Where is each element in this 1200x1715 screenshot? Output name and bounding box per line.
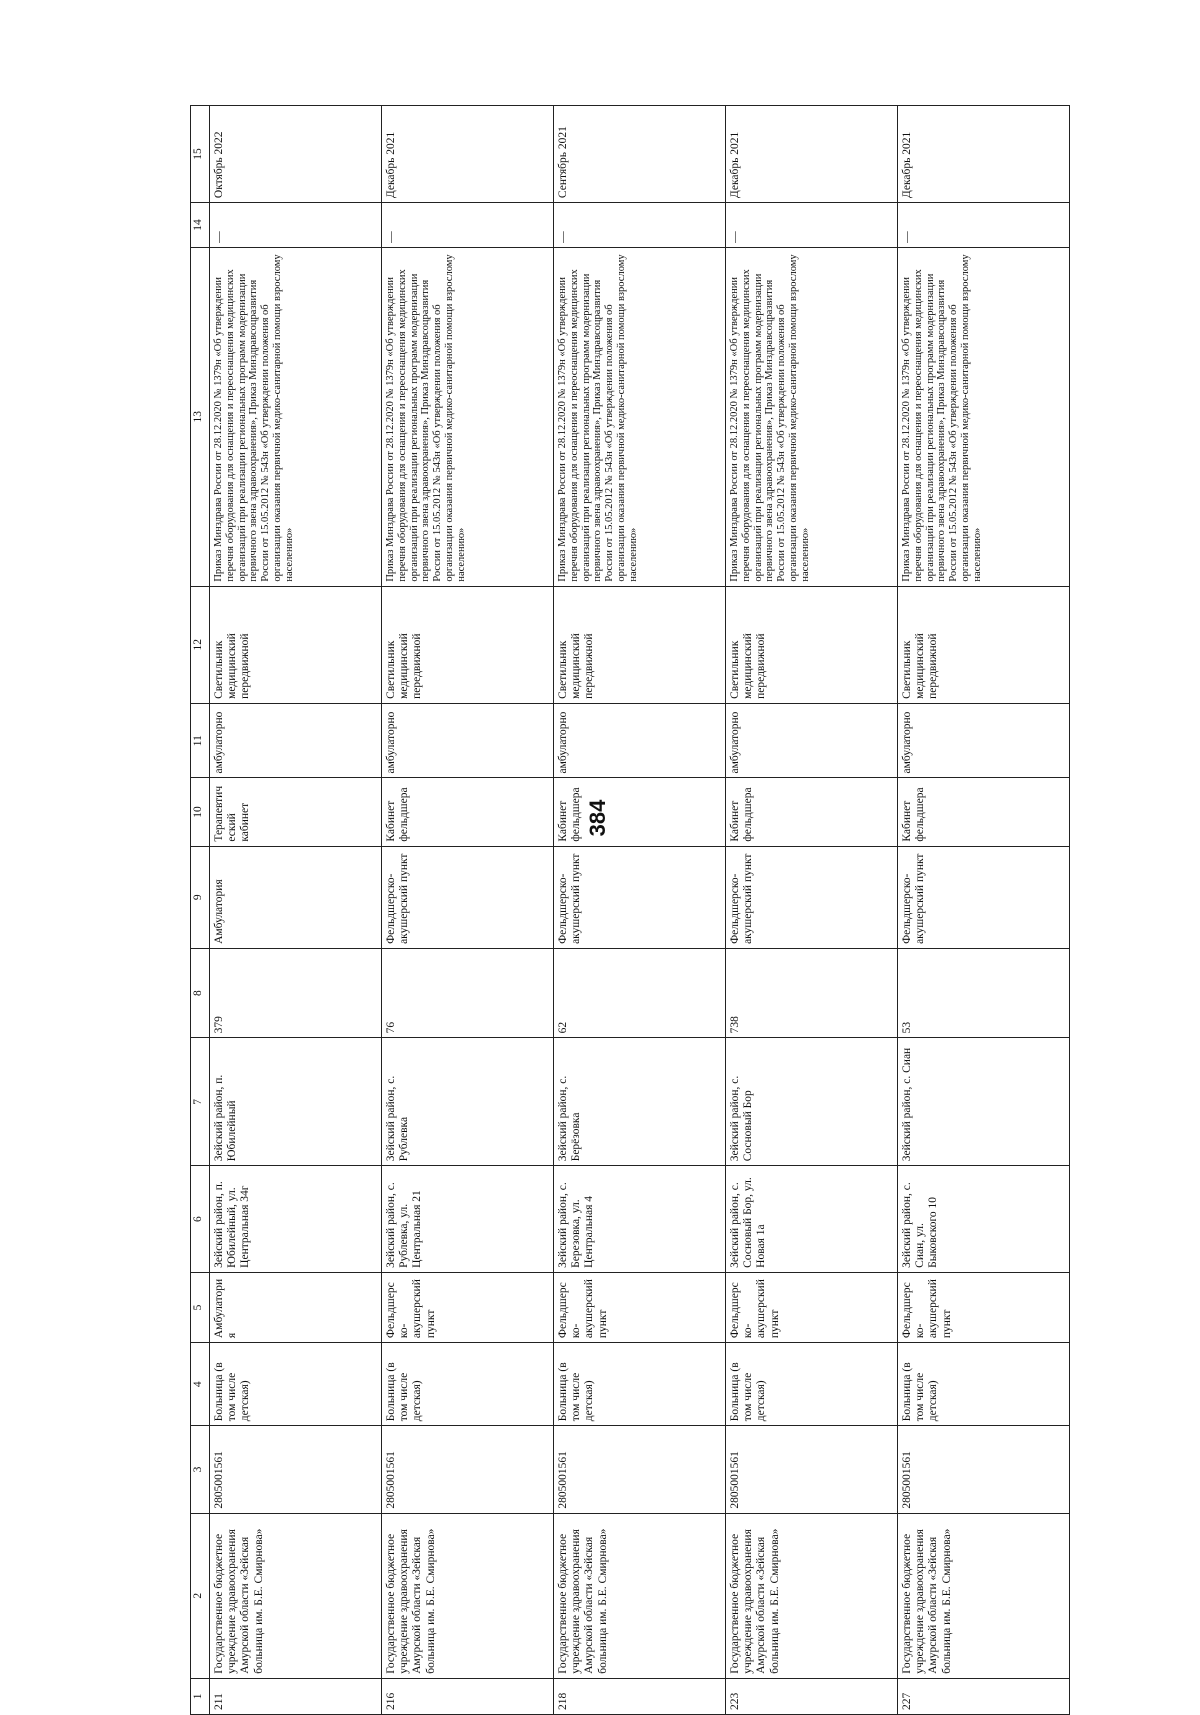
date-cell: Декабрь 2021 (898, 106, 1070, 203)
column-number: 13 (191, 247, 210, 586)
column-number: 12 (191, 586, 210, 703)
division-cell: Фельдшерско-акушерский пункт (726, 846, 898, 948)
regulation-cell: Приказ Минздрава России от 28.12.2020 № 1379н «Об утверждении перечня оборудования для оснащения и переоснащения медицинских организаций при реализации региональных программ модернизации первичного звена здравоохранения», Приказ Минздравсоцразвития России от 15.05.2012 № 543н «Об утверждении положения об организации оказания первичной медико-санитарной помощи взрослому населению» (554, 247, 726, 586)
column-number: 1 (191, 1678, 210, 1714)
settlement-cell: Зейский район, п. Юбилейный (210, 1038, 382, 1166)
organization-type-cell: Больница (в том числе детская) (210, 1343, 382, 1426)
organization-cell: Государственное бюджетное учреждение здравоохранения Амурской области «Зейская больница им. Б.Е. Смирнова» (726, 1513, 898, 1678)
dash-cell: — (554, 203, 726, 248)
room-cell: Кабинет фельдшера (726, 778, 898, 846)
settlement-cell: Зейский район, с. Рублевка (382, 1038, 554, 1166)
table-row (898, 106, 1070, 1715)
organization-cell: Государственное бюджетное учреждение здравоохранения Амурской области «Зейская больница им. Б.Е. Смирнова» (210, 1513, 382, 1678)
table-row (554, 106, 726, 1715)
equipment-table (190, 105, 1070, 1715)
care-form-cell: амбулаторно (210, 703, 382, 778)
row-number-cell: 227 (898, 1678, 1070, 1714)
address-cell: Зейский район, с. Березовка, ул. Центральная 4 (554, 1166, 726, 1273)
unit-type-cell: Фельдшерско-акушерский пункт (554, 1272, 726, 1342)
settlement-cell: Зейский район, с. Берёзовка (554, 1038, 726, 1166)
division-cell: Фельдшерско-акушерский пункт (382, 846, 554, 948)
row-number-cell: 218 (554, 1678, 726, 1714)
care-form-cell: амбулаторно (554, 703, 726, 778)
column-number-row (191, 106, 210, 1715)
column-number: 7 (191, 1038, 210, 1166)
column-number: 5 (191, 1272, 210, 1342)
inn-cell: 2805001561 (382, 1426, 554, 1513)
column-number: 11 (191, 703, 210, 778)
regulation-cell: Приказ Минздрава России от 28.12.2020 № 1379н «Об утверждении перечня оборудования для оснащения и переоснащения медицинских организаций при реализации региональных программ модернизации первичного звена здравоохранения», Приказ Минздравсоцразвития России от 15.05.2012 № 543н «Об утверждении положения об организации оказания первичной медико-санитарной помощи взрослому населению» (382, 247, 554, 586)
count-cell: 76 (382, 948, 554, 1038)
inn-cell: 2805001561 (210, 1426, 382, 1513)
dash-cell: — (898, 203, 1070, 248)
equipment-cell: Светильник медицинский передвижной (726, 586, 898, 703)
column-number: 14 (191, 203, 210, 248)
care-form-cell: амбулаторно (726, 703, 898, 778)
room-cell: Кабинет фельдшера (554, 778, 726, 846)
division-cell: Фельдшерско-акушерский пункт (898, 846, 1070, 948)
column-number: 9 (191, 846, 210, 948)
equipment-cell: Светильник медицинский передвижной (210, 586, 382, 703)
date-cell: Декабрь 2021 (726, 106, 898, 203)
column-number: 8 (191, 948, 210, 1038)
unit-type-cell: Фельдшерско-акушерский пункт (726, 1272, 898, 1342)
dash-cell: — (382, 203, 554, 248)
division-cell: Амбулатория (210, 846, 382, 948)
equipment-cell: Светильник медицинский передвижной (554, 586, 726, 703)
date-cell: Октябрь 2022 (210, 106, 382, 203)
care-form-cell: амбулаторно (382, 703, 554, 778)
table-row (210, 106, 382, 1715)
organization-type-cell: Больница (в том числе детская) (554, 1343, 726, 1426)
dash-cell: — (726, 203, 898, 248)
count-cell: 62 (554, 948, 726, 1038)
column-number: 10 (191, 778, 210, 846)
room-cell: Кабинет фельдшера (898, 778, 1070, 846)
division-cell: Фельдшерско-акушерский пункт (554, 846, 726, 948)
settlement-cell: Зейский район, с. Сиан (898, 1038, 1070, 1166)
table-row (726, 106, 898, 1715)
regulation-cell: Приказ Минздрава России от 28.12.2020 № 1379н «Об утверждении перечня оборудования для оснащения и переоснащения медицинских организаций при реализации региональных программ модернизации первичного звена здравоохранения», Приказ Минздравсоцразвития России от 15.05.2012 № 543н «Об утверждении положения об организации оказания первичной медико-санитарной помощи взрослому населению» (210, 247, 382, 586)
column-number: 15 (191, 106, 210, 203)
organization-type-cell: Больница (в том числе детская) (898, 1343, 1070, 1426)
date-cell: Декабрь 2021 (382, 106, 554, 203)
table-row (382, 106, 554, 1715)
unit-type-cell: Фельдшерско-акушерский пункт (382, 1272, 554, 1342)
equipment-cell: Светильник медицинский передвижной (382, 586, 554, 703)
room-cell: Кабинет фельдшера (382, 778, 554, 846)
row-number-cell: 216 (382, 1678, 554, 1714)
column-number: 4 (191, 1343, 210, 1426)
room-cell: Терапевтический кабинет (210, 778, 382, 846)
equipment-table-container (190, 105, 1070, 1715)
organization-cell: Государственное бюджетное учреждение здравоохранения Амурской области «Зейская больница им. Б.Е. Смирнова» (898, 1513, 1070, 1678)
care-form-cell: амбулаторно (898, 703, 1070, 778)
column-number: 6 (191, 1166, 210, 1273)
count-cell: 379 (210, 948, 382, 1038)
regulation-cell: Приказ Минздрава России от 28.12.2020 № 1379н «Об утверждении перечня оборудования для оснащения и переоснащения медицинских организаций при реализации региональных программ модернизации первичного звена здравоохранения», Приказ Минздравсоцразвития России от 15.05.2012 № 543н «Об утверждении положения об организации оказания первичной медико-санитарной помощи взрослому населению» (898, 247, 1070, 586)
date-cell: Сентябрь 2021 (554, 106, 726, 203)
address-cell: Зейский район, с. Рублевка, ул. Центральная 21 (382, 1166, 554, 1273)
settlement-cell: Зейский район, с. Сосновый Бор (726, 1038, 898, 1166)
address-cell: Зейский район, с. Сосновый Бор, ул. Новая 1а (726, 1166, 898, 1273)
regulation-cell: Приказ Минздрава России от 28.12.2020 № 1379н «Об утверждении перечня оборудования для оснащения и переоснащения медицинских организаций при реализации региональных программ модернизации первичного звена здравоохранения», Приказ Минздравсоцразвития России от 15.05.2012 № 543н «Об утверждении положения об организации оказания первичной медико-санитарной помощи взрослому населению» (726, 247, 898, 586)
page-number: 384 (585, 799, 610, 837)
inn-cell: 2805001561 (554, 1426, 726, 1513)
count-cell: 53 (898, 948, 1070, 1038)
address-cell: Зейский район, с. Сиан, ул. Быковского 10 (898, 1166, 1070, 1273)
dash-cell: — (210, 203, 382, 248)
address-cell: Зейский район, п. Юбилейный, ул. Центральная 34г (210, 1166, 382, 1273)
unit-type-cell: Амбулатория (210, 1272, 382, 1342)
organization-type-cell: Больница (в том числе детская) (726, 1343, 898, 1426)
organization-cell: Государственное бюджетное учреждение здравоохранения Амурской области «Зейская больница им. Б.Е. Смирнова» (382, 1513, 554, 1678)
row-number-cell: 223 (726, 1678, 898, 1714)
inn-cell: 2805001561 (898, 1426, 1070, 1513)
column-number: 2 (191, 1513, 210, 1678)
organization-cell: Государственное бюджетное учреждение здравоохранения Амурской области «Зейская больница им. Б.Е. Смирнова» (554, 1513, 726, 1678)
row-number-cell: 211 (210, 1678, 382, 1714)
organization-type-cell: Больница (в том числе детская) (382, 1343, 554, 1426)
column-number: 3 (191, 1426, 210, 1513)
inn-cell: 2805001561 (726, 1426, 898, 1513)
equipment-cell: Светильник медицинский передвижной (898, 586, 1070, 703)
unit-type-cell: Фельдшерско-акушерский пункт (898, 1272, 1070, 1342)
count-cell: 738 (726, 948, 898, 1038)
